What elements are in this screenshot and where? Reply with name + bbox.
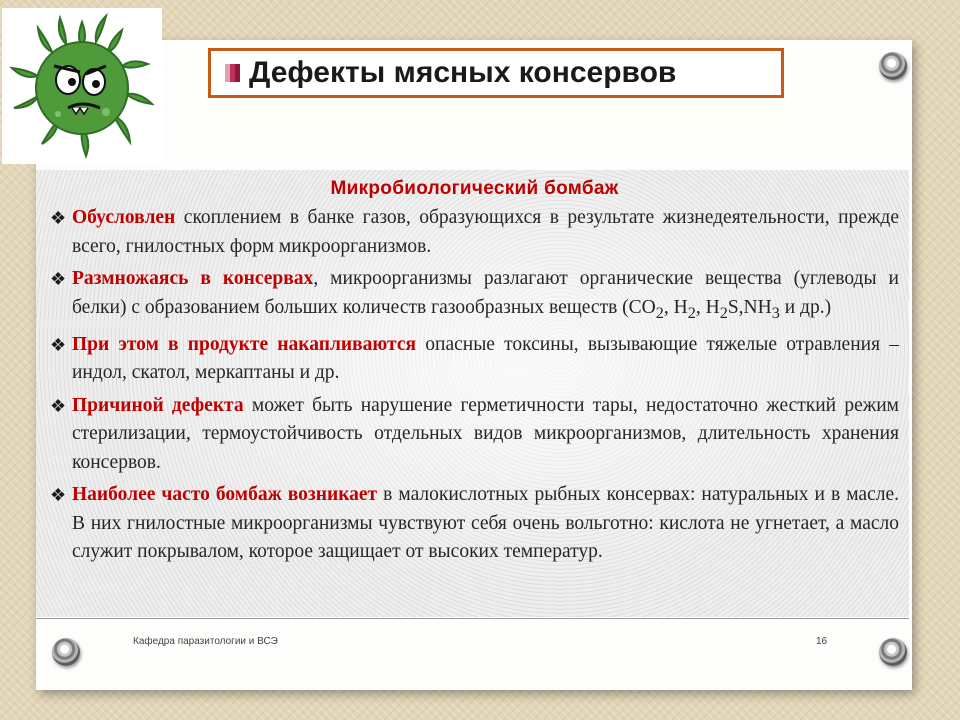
list-item-text: Причиной дефекта может быть нарушение герметичности тары, недостаточно жесткий режим стерилизации, термоустойчивость отдельных видов микроорганизмов, длительность хранения консервов. xyxy=(72,394,899,473)
list-item xyxy=(50,392,899,478)
footer-department: Кафедра паразитологии и ВСЭ xyxy=(133,636,278,647)
diamond-bullet-icon: ❖ xyxy=(50,208,67,228)
list-item xyxy=(50,204,899,261)
list-item-text: Размножаясь в консервах, микроорганизмы разлагают органические вещества (углеводы и белки) с образованием больших количеств газообразных веществ ($CO_2$, $H_2$, $H_2S,NH_3$ и др.) xyxy=(72,268,899,322)
pin-icon-top-right xyxy=(879,52,907,80)
diamond-bullet-icon: ❖ xyxy=(50,485,67,506)
list-item xyxy=(50,331,899,388)
list-item xyxy=(50,481,899,567)
page-number: 16 xyxy=(816,636,828,647)
footer-divider xyxy=(36,618,909,619)
title-box xyxy=(208,48,784,98)
list-item-text: При этом в продукте накапливаются опасные токсины, вызывающие тяжелые отравления – индол, скатол, меркаптаны и др. xyxy=(72,333,899,384)
section-subtitle: Микробиологический бомбаж xyxy=(330,178,619,199)
title-bullet-icon xyxy=(225,64,241,82)
list-item xyxy=(50,265,899,327)
diamond-bullet-icon: ❖ xyxy=(50,334,67,355)
page-title: Дефекты мясных консервов xyxy=(249,56,677,89)
list-item-text: Наиболее часто бомбаж возникает в малокислотных рыбных консервах: натуральных и в масле. В них гнилостные микроорганизмы чувствуют себя очень вольготно: кислота не угнетает, а масло служит покрывалом, которое защищает от высоких температур. xyxy=(72,484,899,563)
germ-cartoon-icon xyxy=(2,8,162,164)
diamond-bullet-icon: ❖ xyxy=(50,269,67,289)
pin-icon-bottom-right xyxy=(879,638,907,666)
list-item-text: Обусловлен скоплением в банке газов, образующихся в результате жизнедеятельности, прежде всего, гнилостных форм микроорганизмов. xyxy=(72,207,899,257)
content-panel xyxy=(36,170,909,617)
pin-icon-bottom-left xyxy=(52,638,80,666)
diamond-bullet-icon: ❖ xyxy=(50,395,67,416)
